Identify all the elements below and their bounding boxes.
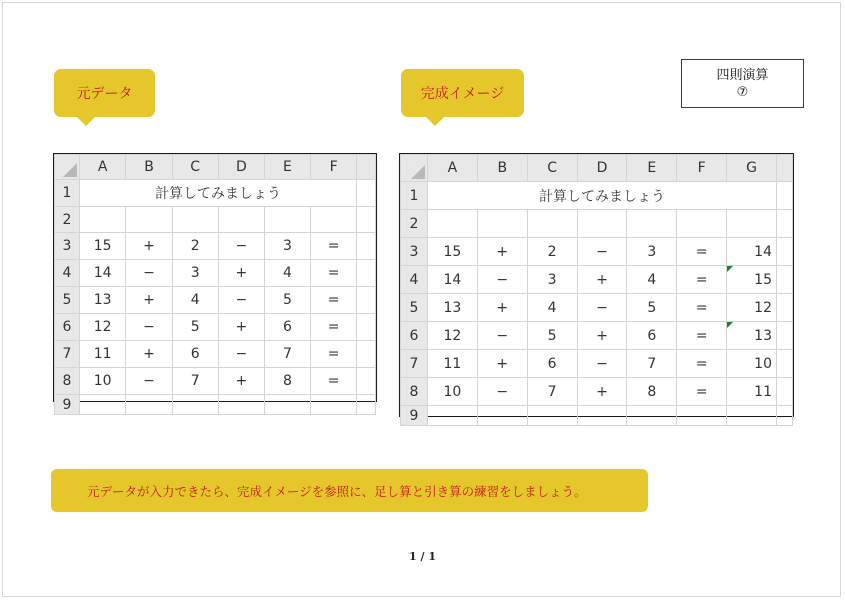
sheet-completed xyxy=(399,153,794,424)
cell[interactable]: = xyxy=(677,294,727,322)
cell[interactable]: 5 xyxy=(627,294,677,322)
cell[interactable]: = xyxy=(311,260,357,287)
cell[interactable] xyxy=(777,210,793,238)
cell[interactable]: − xyxy=(126,260,172,287)
column-header-e[interactable]: E xyxy=(627,155,677,182)
worksheet-title: 四則演算 xyxy=(716,67,769,83)
cell[interactable]: + xyxy=(218,368,264,395)
cell[interactable]: = xyxy=(311,287,357,314)
row-header-2[interactable]: 2 xyxy=(401,210,428,238)
cell[interactable]: 3 xyxy=(172,260,218,287)
cell[interactable] xyxy=(311,207,357,233)
row-header-3[interactable]: 3 xyxy=(55,233,80,260)
cell[interactable]: + xyxy=(126,341,172,368)
cell-result[interactable]: 12 xyxy=(727,294,777,322)
cell[interactable] xyxy=(357,395,376,415)
cell[interactable] xyxy=(577,210,627,238)
cell[interactable] xyxy=(311,395,357,415)
cell[interactable]: 4 xyxy=(527,294,577,322)
cell[interactable]: 3 xyxy=(627,238,677,266)
cell[interactable] xyxy=(126,207,172,233)
cell[interactable] xyxy=(477,406,527,426)
cell[interactable]: 2 xyxy=(172,233,218,260)
cell[interactable]: 2 xyxy=(527,238,577,266)
cell[interactable]: − xyxy=(577,238,627,266)
cell[interactable]: − xyxy=(577,294,627,322)
column-header-c[interactable]: C xyxy=(172,155,218,180)
cell[interactable]: − xyxy=(577,350,627,378)
cell[interactable]: 10 xyxy=(79,368,126,395)
cell[interactable]: − xyxy=(218,233,264,260)
cell[interactable]: 14 xyxy=(427,266,477,294)
column-header-d[interactable]: D xyxy=(577,155,627,182)
column-header-e[interactable]: E xyxy=(264,155,310,180)
cell[interactable]: 5 xyxy=(527,322,577,350)
row-header-9[interactable]: 9 xyxy=(55,395,80,415)
cell[interactable]: + xyxy=(577,322,627,350)
row-header-1[interactable]: 1 xyxy=(55,180,80,207)
cell[interactable]: 7 xyxy=(264,341,310,368)
cell[interactable]: 5 xyxy=(172,314,218,341)
cell[interactable] xyxy=(172,395,218,415)
sheet-original xyxy=(53,153,377,413)
column-header-a[interactable]: A xyxy=(79,155,126,180)
cell[interactable]: − xyxy=(218,287,264,314)
instruction-text: 元データが入力できたら、完成イメージを参照に、足し算と引き算の練習をしましょう。 xyxy=(87,483,587,499)
cell[interactable]: 7 xyxy=(527,378,577,406)
cell[interactable] xyxy=(357,180,376,207)
select-all-corner[interactable] xyxy=(55,155,80,180)
cell[interactable]: = xyxy=(677,266,727,294)
cell[interactable]: + xyxy=(477,350,527,378)
column-header-partial[interactable] xyxy=(357,155,376,180)
column-header-b[interactable]: B xyxy=(126,155,172,180)
cell[interactable]: + xyxy=(577,266,627,294)
cell[interactable]: 14 xyxy=(79,260,126,287)
cell[interactable] xyxy=(477,210,527,238)
cell[interactable]: 4 xyxy=(627,266,677,294)
cell[interactable] xyxy=(777,378,793,406)
cell[interactable]: = xyxy=(311,233,357,260)
cell[interactable] xyxy=(777,238,793,266)
cell[interactable] xyxy=(777,322,793,350)
cell[interactable] xyxy=(357,233,376,260)
callout-completed-image-label: 完成イメージ xyxy=(420,86,505,102)
worksheet-title-box xyxy=(681,59,804,108)
cell[interactable] xyxy=(218,207,264,233)
cell[interactable]: 6 xyxy=(172,341,218,368)
cell[interactable] xyxy=(218,395,264,415)
cell-result-value: 15 xyxy=(754,271,772,288)
cell[interactable]: + xyxy=(218,314,264,341)
cell-heading[interactable]: 計算してみましょう xyxy=(79,180,356,207)
callout-original-data-label: 元データ xyxy=(76,86,133,102)
column-header-partial[interactable] xyxy=(777,155,793,182)
cell[interactable] xyxy=(777,406,793,426)
cell-heading[interactable]: 計算してみましょう xyxy=(427,182,776,210)
cell[interactable] xyxy=(357,260,376,287)
cell[interactable]: 13 xyxy=(79,287,126,314)
instruction-banner xyxy=(51,469,648,512)
row-header-6[interactable]: 6 xyxy=(401,322,428,350)
page-number: 1 / 1 xyxy=(409,550,436,563)
cell[interactable]: 8 xyxy=(627,378,677,406)
cell[interactable] xyxy=(627,406,677,426)
cell[interactable]: = xyxy=(311,368,357,395)
column-header-a[interactable]: A xyxy=(427,155,477,182)
cell[interactable]: = xyxy=(677,238,727,266)
cell[interactable]: + xyxy=(477,238,527,266)
cell[interactable]: 7 xyxy=(172,368,218,395)
column-header-c[interactable]: C xyxy=(527,155,577,182)
row-header-6[interactable]: 6 xyxy=(55,314,80,341)
cell[interactable] xyxy=(427,210,477,238)
row-header-1[interactable]: 1 xyxy=(401,182,428,210)
cell[interactable]: 4 xyxy=(172,287,218,314)
column-header-f[interactable]: F xyxy=(311,155,357,180)
cell-result[interactable]: 14 xyxy=(727,238,777,266)
cell[interactable]: + xyxy=(477,294,527,322)
column-header-g[interactable]: G xyxy=(727,155,777,182)
row-header-7[interactable]: 7 xyxy=(401,350,428,378)
cell[interactable]: + xyxy=(126,287,172,314)
cell[interactable]: − xyxy=(477,322,527,350)
cell[interactable]: 12 xyxy=(79,314,126,341)
row-header-8[interactable]: 8 xyxy=(401,378,428,406)
cell[interactable]: = xyxy=(677,322,727,350)
cell[interactable]: + xyxy=(218,260,264,287)
cell[interactable]: 3 xyxy=(527,266,577,294)
row-header-9[interactable]: 9 xyxy=(401,406,428,426)
cell[interactable] xyxy=(357,341,376,368)
cell[interactable] xyxy=(627,210,677,238)
column-header-f[interactable]: F xyxy=(677,155,727,182)
sheet-original-grid xyxy=(54,154,376,415)
cell[interactable]: = xyxy=(677,350,727,378)
error-indicator-icon[interactable] xyxy=(727,322,733,328)
cell[interactable] xyxy=(677,406,727,426)
cell[interactable]: − xyxy=(218,341,264,368)
cell[interactable] xyxy=(172,207,218,233)
cell[interactable] xyxy=(79,395,126,415)
cell[interactable]: 6 xyxy=(527,350,577,378)
callout-original-data xyxy=(54,69,155,117)
row-header-3[interactable]: 3 xyxy=(401,238,428,266)
cell[interactable] xyxy=(264,395,310,415)
cell-result[interactable] xyxy=(727,322,777,350)
cell[interactable]: 3 xyxy=(264,233,310,260)
cell[interactable]: − xyxy=(477,266,527,294)
cell[interactable]: + xyxy=(577,378,627,406)
cell[interactable]: − xyxy=(477,378,527,406)
cell[interactable] xyxy=(427,406,477,426)
row-header-8[interactable]: 8 xyxy=(55,368,80,395)
cell[interactable] xyxy=(357,314,376,341)
column-header-b[interactable]: B xyxy=(477,155,527,182)
cell[interactable]: 13 xyxy=(427,294,477,322)
row-header-4[interactable]: 4 xyxy=(55,260,80,287)
cell[interactable]: 4 xyxy=(264,260,310,287)
cell[interactable] xyxy=(777,182,793,210)
row-header-5[interactable]: 5 xyxy=(55,287,80,314)
cell[interactable]: 5 xyxy=(264,287,310,314)
cell[interactable]: 8 xyxy=(264,368,310,395)
worksheet-number: ⑦ xyxy=(736,84,749,100)
cell[interactable] xyxy=(777,294,793,322)
cell[interactable] xyxy=(577,406,627,426)
cell[interactable]: + xyxy=(126,233,172,260)
sheet-completed-grid xyxy=(400,154,793,426)
cell[interactable] xyxy=(527,406,577,426)
cell[interactable]: 10 xyxy=(427,378,477,406)
cell-result-value: 13 xyxy=(754,327,772,344)
cell-result[interactable]: 10 xyxy=(727,350,777,378)
cell[interactable]: = xyxy=(677,378,727,406)
cell[interactable] xyxy=(357,287,376,314)
cell-result[interactable] xyxy=(727,266,777,294)
cell[interactable]: 15 xyxy=(427,238,477,266)
cell[interactable]: 15 xyxy=(79,233,126,260)
cell[interactable] xyxy=(727,406,777,426)
cell-result[interactable]: 11 xyxy=(727,378,777,406)
cell[interactable]: 11 xyxy=(427,350,477,378)
select-all-corner[interactable] xyxy=(401,155,428,182)
row-header-4[interactable]: 4 xyxy=(401,266,428,294)
cell[interactable] xyxy=(79,207,126,233)
cell[interactable]: 7 xyxy=(627,350,677,378)
cell[interactable]: 12 xyxy=(427,322,477,350)
cell[interactable] xyxy=(357,207,376,233)
cell[interactable] xyxy=(264,207,310,233)
row-header-5[interactable]: 5 xyxy=(401,294,428,322)
cell[interactable]: − xyxy=(126,314,172,341)
row-header-7[interactable]: 7 xyxy=(55,341,80,368)
cell[interactable] xyxy=(777,350,793,378)
cell[interactable] xyxy=(126,395,172,415)
callout-completed-image xyxy=(401,69,524,117)
cell[interactable]: 6 xyxy=(627,322,677,350)
cell[interactable]: − xyxy=(126,368,172,395)
cell[interactable] xyxy=(357,368,376,395)
cell[interactable] xyxy=(727,210,777,238)
cell[interactable]: 6 xyxy=(264,314,310,341)
cell[interactable] xyxy=(527,210,577,238)
cell[interactable] xyxy=(677,210,727,238)
error-indicator-icon[interactable] xyxy=(727,266,733,272)
cell[interactable]: = xyxy=(311,314,357,341)
cell[interactable]: 11 xyxy=(79,341,126,368)
cell[interactable] xyxy=(777,266,793,294)
cell[interactable]: = xyxy=(311,341,357,368)
row-header-2[interactable]: 2 xyxy=(55,207,80,233)
column-header-d[interactable]: D xyxy=(218,155,264,180)
